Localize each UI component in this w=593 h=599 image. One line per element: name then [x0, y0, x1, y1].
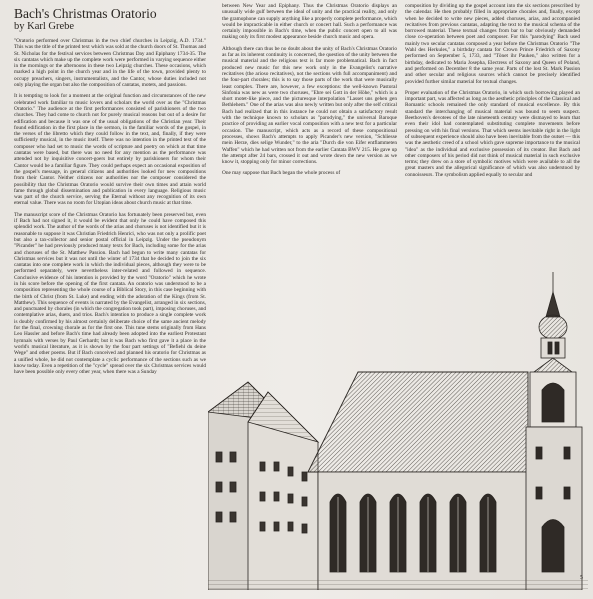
article-byline: by Karl Grebe	[14, 21, 75, 32]
paragraph: The manuscript score of the Christmas Oratorio has fortunately been preserved but, even if Bach had not signed it, it would be evident that only he could have composed this splendid work. The author of the words of the arias and choruses is not identified but it is reasonable to suppose it was Christian Friedrich Henrici, who was not only a prolific poet but also a tax-collector and senior postal official in Leipzig. Under the pseudonym "Picander" he had previously produced many texts for Bach, including some for the arias and choruses of the St. Matthew Passion. Bach had begun to write many cantatas for Christmas services but it was not until the winter of 1734 that he decided to join the six cantatas into one complete work in which the individual pieces, although they were to be performed separately, were nevertheless inter-related and followed in sequence. Conclusive evidence of his intention is provided by the word "Oratorio" which he wrote in his score before the opening of the first cantata. An oratorio was understood to be a composition representing the whole course of a Biblical Story, in this case beginning with the birth of Christ (from St. Luke) and ending with the adoration of the Kings (from St. Matthew). This sequence of events is narrated by the Evangelist, arranged in six sections, and punctuated by chorales (in which the congregation took part), imposing choruses, and contemplative arias, duets, and trios. Bach's intention to produce a single complete work is doubly confirmed by his almost certainly deliberate choice of the same ancient melody for the final, crowning chorale as for the first one. This tune stems originally from Hans Leo Hassler and before Bach's time had already been adopted into the earliest Protestant hymnals with verses by Paul Gerhardt; but it was Bach who first gave it a place in the world's musical literature, as it is shown by the four part settings of "Befiehl du deine Wege" and other poems. But if Bach conceived and planned his oratorio for Christmas as a unified whole, he did not contemplate a cyclic performance of the sections such as we know today. Even a repetition of the "cycle" spread over the six Christmas services would have been possible only every other year, when there was a Sunday	[14, 211, 206, 376]
ground	[208, 578, 588, 590]
church-tower	[526, 272, 582, 590]
text-column-3	[405, 3, 580, 273]
church-engraving-illustration	[208, 272, 588, 590]
paragraph: One may suppose that Bach began the whole process of	[222, 170, 341, 177]
page-number: 5	[580, 575, 583, 581]
paragraph: It is tempting to look for a moment at the original function and circumstances of the new celebrated work familiar to music lovers and scholars the world over as the "Christmas Oratorio." The audience at the first performances consisted of parishioners of the two churches. They had come to church not for purely musical reasons but out of a desire for edification and because it was one of the usual obligations of the Christian year. Their found edification in the first place in the sermon, in the familiar words of the gospel, in the verses of the libretto which they could follow in the text, and, finally, if they were sufficiently musical, in the music itself. There was no intention in the printed text of the composer who had set to music the words of scripture and poetry on which at that time cantatas were based, but there was no need for any mention as the performance was attended not by inquisitive concert-goers but entirely by parishioners for whom their Cantor would be a familiar figure. They could perhaps expect an occasional exposition of the gospel's message, in general citizens and authorities looked for new compositions from their Cantor. Neither citizens nor authorities nor the composer considered the possibility that the Christmas Oratorio would survive their own times and attain world fame through global dissemination and publication in every language. Religious music was part of the church service, serving the Eternal without any recognition of its own eternal value. There was no room for Utopian ideas about church music at that time.	[14, 93, 206, 207]
text-column-2	[222, 3, 397, 265]
text-column-1	[14, 38, 206, 593]
church-roof	[308, 372, 528, 472]
paragraph: Although there can thus be no doubt about the unity of Bach's Christmas Oratorio as far as its inherent continuity is concerned, the question of the unity between the musical material and the religious text is far more problematical. Bach in fact produced new music for this new work only in the Evangelist's narrative recitatives (the arioso recitatives), not the sections with full accompaniment) and the four-part chorales; this is to say those parts of the work that were musically least complex. There are, however, a few exceptions: the well-known Pastoral Sinfonia was new as were two choruses, "Ehre sei Gott in der Höhe," which is a short motet-like piece, and the picturesque interpolation "Lasset uns gehen gen Bethlehem." One of the arias was also newly written but only after the self critical Bach had realized that in this instance he could not obtain a satisfactory result with the technique known to scholars as "parodying," the universal Baroque practice of providing an earlier vocal composition with a new text for a particular occasion. The manuscript, which acts as a record of these compositional processes, shows Bach's attempts to apply Picander's new version, "Schliesse mein Herze, dies selige Wunder," to the aria "Durch die von Eifer entflammeten Waffen" which he had written not from the earlier Cantata BWV 215. He gave up the attempt after 24 bars, crossed it out and wrote down the new version as we know it, stopping only for minor corrections.	[222, 45, 397, 166]
article-title: Bach's Christmas Oratorio	[14, 6, 157, 21]
paragraph: "Oratorio performed over Christmas in the two chief churches in Leipzig, A.D. 1734." This was the title of the printed text which was sold at the church doors of St. Thomas and St. Nicholas for the festival services between Christmas Day and Epiphany 1734-35. The six cantatas which make up the complete work were performed in varying sequence either in the mornings or the afternoons in these two Leipzig churches. These occasions, which marked a high point in the church year and in the life of the town, provided plenty to occupy preachers, singers, instrumentalists, and the Cantor, whose duties included not only playing the organ but also the composition of cantatas, motets, and passions.	[14, 38, 206, 89]
townhouses	[208, 382, 318, 590]
church-nave	[318, 472, 528, 590]
paragraph: Proper evaluation of the Christmas Oratorio, in which such borrowing played an important part, was affected as long as the aesthetic principles of the Classical and Romantic schools remained the only standard of musical excellence. By this standard the interchanging of musical material was bound to seem suspect. Beethoven's devotees of the late nineteenth century were dismayed to learn that even their idol had contemplated substituting complete movements before pressing on with his final versions. That which seems inevitable right in the light of subsequent experience should also have been inevitable from the outset — this was the aesthetic creed of a school which gave supreme importance to the musical "idea" as the individual and exclusive possession of its creator. But Bach and other composers of his period did not think of musical material in such exclusive terms; they drew on a store of symbolic motives which were available to all the great masters and the allegorical significance of which was also understood by connoisseurs. The symbolism applied equally to secular and	[405, 89, 580, 178]
paragraph: composition by dividing up the gospel account into the six sections prescribed by the calendar. He then probably filled in appropriate chorales and, finally, except when he decided to write new pieces, added choruses, arias, and accompanied recitatives from previous cantatas, adapting the text to the musical schema of the borrowed material. These textual changes from bar to bar obviously demanded close co-operation between poet and composer. For this "parodying" Bach used mainly two secular cantatas composed a year before the Christmas Oratorio "The Wahl des Herkules," a birthday cantata for Crown Prince Friedrich of Saxony performed on September 5, 1733, and "Tönet ihr Pauken," also written for a birthday, dedicated to Maria Josepha, Electress of Saxony and Queen of Poland, and performed on December 8 the same year. Parts of the lost St. Mark Passion and other secular and religious sources which cannot be precisely identified provided further similar material for textual changes.	[405, 3, 580, 85]
paragraph: between New Year and Epiphany. Thus the Christmas Oratorio displays an unusually wide gulf between the ideal of unity and the practical reality, and only the gramophone can supply anything like a properly complete performance, which would be impracticable in either church or concert hall. Such a performance was certainly impossible in Bach's time, when the public concert open to all was making only its first modest appearance beside church music and opera.	[222, 3, 397, 41]
